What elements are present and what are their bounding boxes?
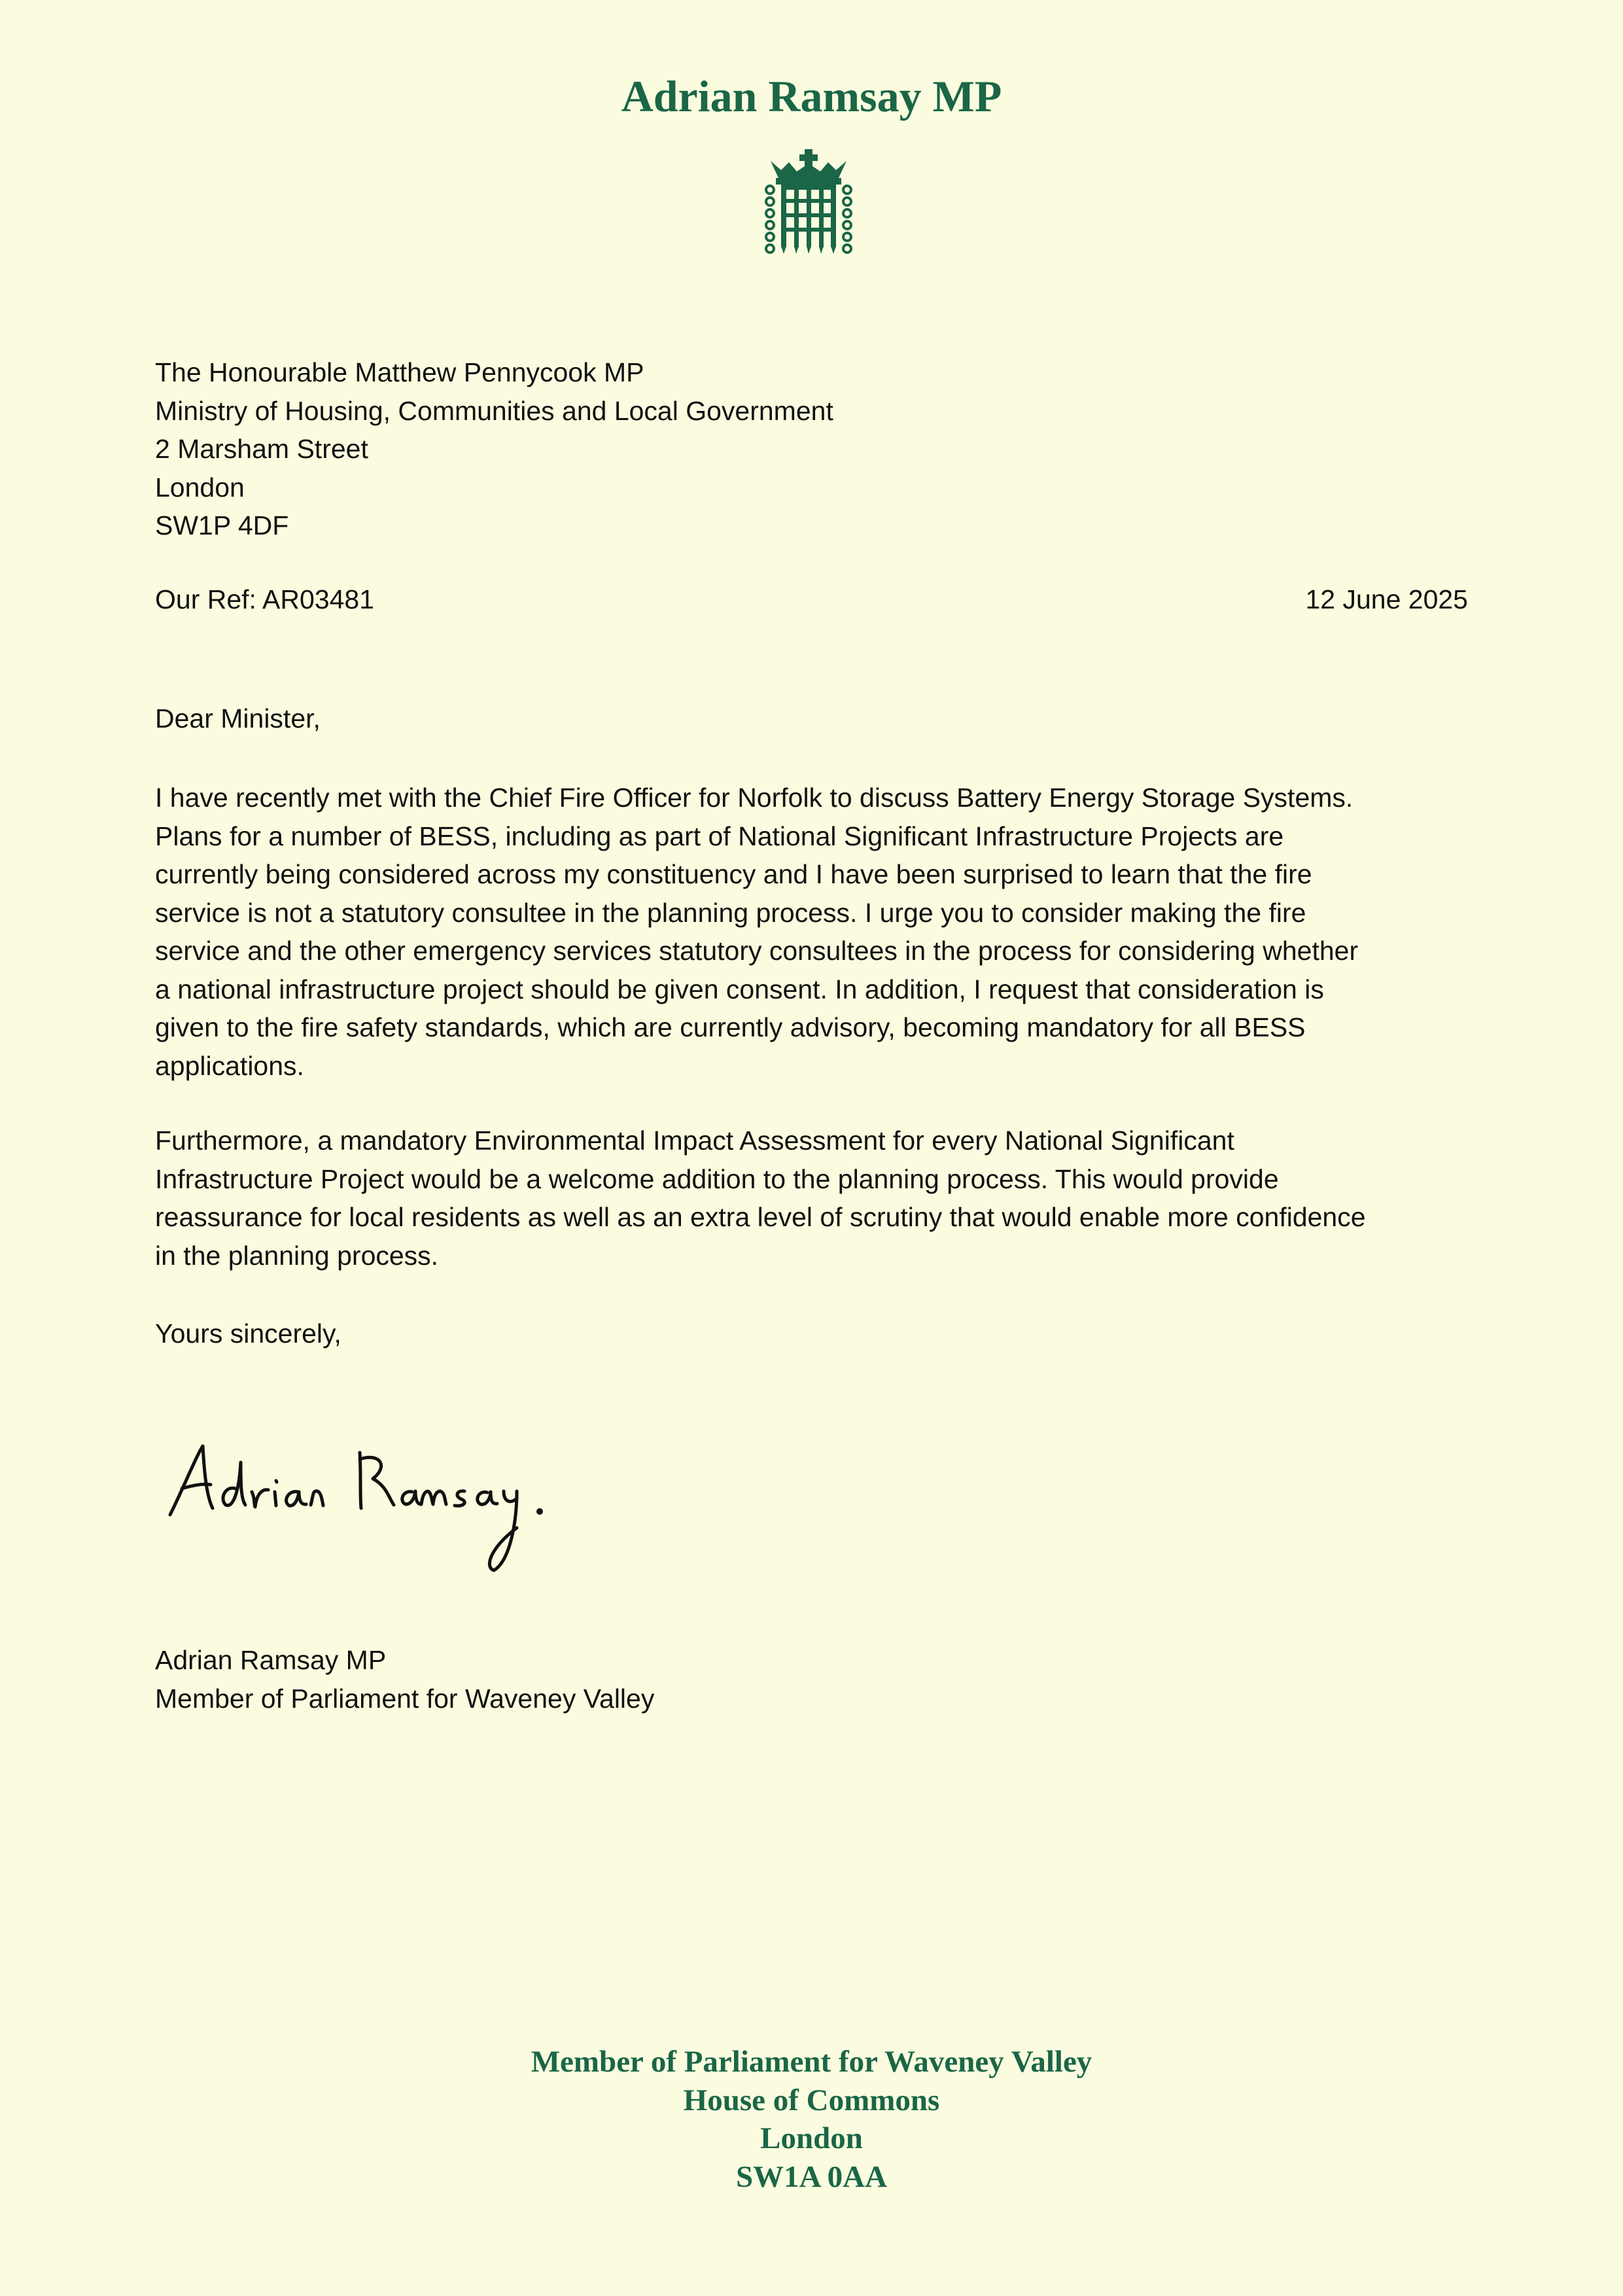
paragraph-2 <box>155 1122 1470 1275</box>
address-line: The Honourable Matthew Pennycook MP <box>155 357 644 387</box>
address-line: SW1P 4DF <box>155 510 289 540</box>
address-line: 2 Marsham Street <box>155 434 368 464</box>
recipient-address <box>155 353 1470 545</box>
closing: Yours sincerely, <box>155 1318 341 1349</box>
text-line: Furthermore, a mandatory Environmental Impact Assessment for every National Significant <box>155 1125 1234 1156</box>
footer-line: London <box>760 2121 863 2155</box>
text-line: service and the other emergency services statutory consultees in the process for considering whether <box>155 936 1359 966</box>
footer-line: SW1A 0AA <box>735 2159 888 2194</box>
letter-date: 12 June 2025 <box>1305 584 1468 614</box>
text-line: applications. <box>155 1050 304 1081</box>
text-line: service is not a statutory consultee in the planning process. I urge you to consider making the fire <box>155 897 1306 928</box>
handwritten-signature <box>164 1436 556 1593</box>
text-line: a national infrastructure project should be given consent. In addition, I request that consideration is <box>155 974 1324 1004</box>
address-line: Ministry of Housing, Communities and Local Government <box>155 395 833 426</box>
text-line: given to the fire safety standards, which are currently advisory, becoming mandatory for all BESS <box>155 1012 1306 1042</box>
text-line: Plans for a number of BESS, including as part of National Significant Infrastructure Projects are <box>155 821 1284 851</box>
footer-line: House of Commons <box>683 2083 940 2117</box>
address-line: London <box>155 472 245 503</box>
paragraph-1 <box>155 779 1470 1085</box>
text-line: Infrastructure Project would be a welcome addition to the planning process. This would provide <box>155 1163 1279 1194</box>
salutation: Dear Minister, <box>155 703 321 733</box>
signatory-title: Member of Parliament for Waveney Valley <box>155 1683 655 1714</box>
text-line: in the planning process. <box>155 1240 439 1271</box>
text-line: reassurance for local residents as well as an extra level of scrutiny that would enable more confidence <box>155 1202 1366 1232</box>
reference: Our Ref: AR03481 <box>155 584 375 614</box>
signatory-name: Adrian Ramsay MP <box>155 1645 387 1675</box>
text-line: I have recently met with the Chief Fire Officer for Norfolk to discuss Battery Energy Storage Systems. <box>155 783 1353 813</box>
footer-line: Member of Parliament for Waveney Valley <box>531 2045 1092 2079</box>
footer-address <box>0 2043 1623 2196</box>
portcullis-logo-icon <box>764 149 853 254</box>
signatory-block <box>155 1641 1470 1718</box>
text-line: currently being considered across my constituency and I have been surprised to learn that the fire <box>155 859 1312 889</box>
letterhead-name: Adrian Ramsay MP <box>621 71 1002 121</box>
